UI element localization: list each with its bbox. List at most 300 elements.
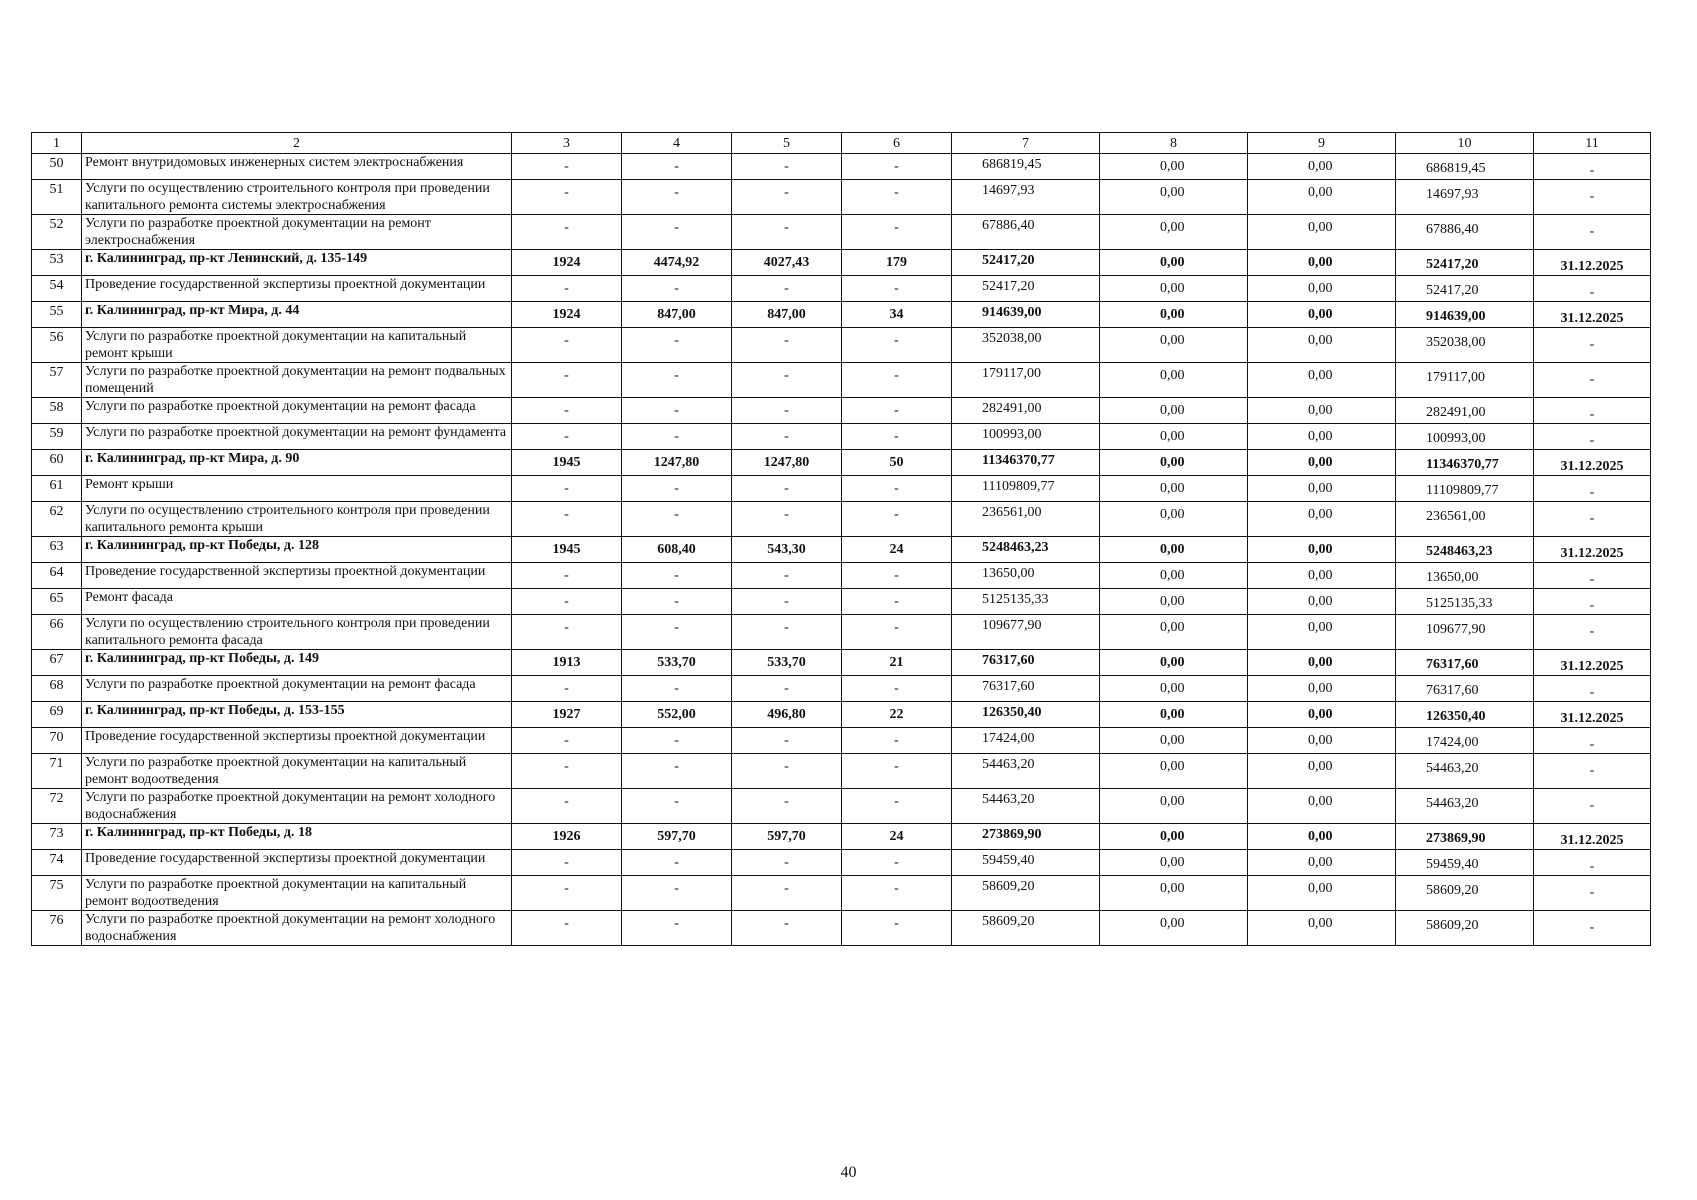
work-name: Проведение государственной экспертизы проектной документации (82, 850, 512, 876)
cell-col-7: 54463,20 (952, 789, 1100, 824)
cell-col-6: - (842, 754, 952, 789)
cell-col-9: 0,00 (1248, 824, 1396, 850)
cell-col-4: 533,70 (622, 650, 732, 676)
cell-col-6: - (842, 563, 952, 589)
work-name: Ремонт крыши (82, 476, 512, 502)
row-number: 63 (32, 537, 82, 563)
cell-col-8: 0,00 (1100, 328, 1248, 363)
address-row (32, 250, 1651, 276)
cell-col-11: 31.12.2025 (1534, 450, 1651, 476)
cell-col-10: 52417,20 (1396, 276, 1534, 302)
cell-col-9: 0,00 (1248, 676, 1396, 702)
column-number-row (32, 133, 1651, 154)
cell-col-10: 236561,00 (1396, 502, 1534, 537)
cell-col-3: - (512, 276, 622, 302)
cell-col-7: 13650,00 (952, 563, 1100, 589)
cell-col-7: 52417,20 (952, 250, 1100, 276)
cell-col-10: 100993,00 (1396, 424, 1534, 450)
cell-col-10: 13650,00 (1396, 563, 1534, 589)
cell-col-10: 76317,60 (1396, 676, 1534, 702)
cell-col-9: 0,00 (1248, 363, 1396, 398)
cell-col-5: - (732, 876, 842, 911)
row-number: 56 (32, 328, 82, 363)
cell-col-6: - (842, 363, 952, 398)
address-row (32, 702, 1651, 728)
cell-col-8: 0,00 (1100, 702, 1248, 728)
cell-col-4: 1247,80 (622, 450, 732, 476)
row-number: 53 (32, 250, 82, 276)
cell-col-6: 50 (842, 450, 952, 476)
cell-col-9: 0,00 (1248, 328, 1396, 363)
row-number: 69 (32, 702, 82, 728)
column-header: 1 (32, 133, 82, 154)
cell-col-6: - (842, 328, 952, 363)
cell-col-5: - (732, 850, 842, 876)
table-row (32, 789, 1651, 824)
work-name: г. Калининград, пр-кт Ленинский, д. 135-149 (82, 250, 512, 276)
cell-col-3: - (512, 615, 622, 650)
cell-col-9: 0,00 (1248, 589, 1396, 615)
row-number: 62 (32, 502, 82, 537)
cell-col-3: - (512, 589, 622, 615)
cell-col-9: 0,00 (1248, 650, 1396, 676)
cell-col-3: 1945 (512, 537, 622, 563)
work-name: Услуги по разработке проектной документации на ремонт подвальных помещений (82, 363, 512, 398)
cell-col-4: - (622, 876, 732, 911)
cell-col-5: 597,70 (732, 824, 842, 850)
cell-col-7: 59459,40 (952, 850, 1100, 876)
cell-col-7: 273869,90 (952, 824, 1100, 850)
cell-col-5: 533,70 (732, 650, 842, 676)
table-row (32, 876, 1651, 911)
row-number: 61 (32, 476, 82, 502)
column-header: 9 (1248, 133, 1396, 154)
cell-col-11: - (1534, 589, 1651, 615)
cell-col-7: 686819,45 (952, 154, 1100, 180)
cell-col-10: 5248463,23 (1396, 537, 1534, 563)
cell-col-4: 847,00 (622, 302, 732, 328)
row-number: 58 (32, 398, 82, 424)
cell-col-5: - (732, 424, 842, 450)
cell-col-8: 0,00 (1100, 180, 1248, 215)
cell-col-9: 0,00 (1248, 615, 1396, 650)
cell-col-11: 31.12.2025 (1534, 250, 1651, 276)
cell-col-10: 11346370,77 (1396, 450, 1534, 476)
cell-col-7: 352038,00 (952, 328, 1100, 363)
column-header: 10 (1396, 133, 1534, 154)
cell-col-7: 58609,20 (952, 876, 1100, 911)
cell-col-11: - (1534, 911, 1651, 946)
cell-col-5: - (732, 676, 842, 702)
cell-col-3: - (512, 398, 622, 424)
cell-col-7: 5248463,23 (952, 537, 1100, 563)
cell-col-7: 67886,40 (952, 215, 1100, 250)
row-number: 74 (32, 850, 82, 876)
cell-col-3: - (512, 876, 622, 911)
cell-col-11: 31.12.2025 (1534, 302, 1651, 328)
cell-col-9: 0,00 (1248, 250, 1396, 276)
cell-col-9: 0,00 (1248, 180, 1396, 215)
cell-col-6: - (842, 728, 952, 754)
cell-col-8: 0,00 (1100, 450, 1248, 476)
cell-col-7: 100993,00 (952, 424, 1100, 450)
cell-col-3: - (512, 911, 622, 946)
document-sheet (31, 132, 1650, 946)
cell-col-6: - (842, 789, 952, 824)
cell-col-10: 59459,40 (1396, 850, 1534, 876)
cell-col-7: 5125135,33 (952, 589, 1100, 615)
table-row (32, 615, 1651, 650)
cell-col-11: - (1534, 398, 1651, 424)
cell-col-8: 0,00 (1100, 728, 1248, 754)
work-name: Услуги по разработке проектной документации на капитальный ремонт крыши (82, 328, 512, 363)
cell-col-10: 5125135,33 (1396, 589, 1534, 615)
cell-col-6: - (842, 180, 952, 215)
column-header: 2 (82, 133, 512, 154)
cell-col-8: 0,00 (1100, 850, 1248, 876)
cell-col-9: 0,00 (1248, 154, 1396, 180)
cell-col-7: 179117,00 (952, 363, 1100, 398)
cell-col-3: 1924 (512, 302, 622, 328)
cell-col-10: 914639,00 (1396, 302, 1534, 328)
cell-col-11: 31.12.2025 (1534, 824, 1651, 850)
column-header: 6 (842, 133, 952, 154)
work-name: Проведение государственной экспертизы проектной документации (82, 276, 512, 302)
cell-col-8: 0,00 (1100, 302, 1248, 328)
table-row (32, 424, 1651, 450)
cell-col-11: - (1534, 154, 1651, 180)
table-body (32, 154, 1651, 946)
column-header: 11 (1534, 133, 1651, 154)
cell-col-9: 0,00 (1248, 276, 1396, 302)
cell-col-9: 0,00 (1248, 728, 1396, 754)
cell-col-4: - (622, 615, 732, 650)
cell-col-7: 11346370,77 (952, 450, 1100, 476)
cell-col-8: 0,00 (1100, 911, 1248, 946)
cell-col-8: 0,00 (1100, 650, 1248, 676)
table-row (32, 850, 1651, 876)
cell-col-3: - (512, 476, 622, 502)
cell-col-6: 24 (842, 537, 952, 563)
table-row (32, 754, 1651, 789)
cell-col-11: - (1534, 328, 1651, 363)
cell-col-4: - (622, 328, 732, 363)
cell-col-9: 0,00 (1248, 215, 1396, 250)
cell-col-3: 1945 (512, 450, 622, 476)
cell-col-11: 31.12.2025 (1534, 650, 1651, 676)
cell-col-5: - (732, 754, 842, 789)
cell-col-5: - (732, 215, 842, 250)
column-header: 7 (952, 133, 1100, 154)
work-name: Услуги по осуществлению строительного контроля при проведении капитального ремонта системы электроснабжения (82, 180, 512, 215)
cell-col-3: - (512, 328, 622, 363)
cell-col-6: 21 (842, 650, 952, 676)
table-row (32, 215, 1651, 250)
cell-col-3: - (512, 728, 622, 754)
cell-col-5: - (732, 363, 842, 398)
cell-col-5: - (732, 589, 842, 615)
row-number: 51 (32, 180, 82, 215)
row-number: 71 (32, 754, 82, 789)
cell-col-4: 608,40 (622, 537, 732, 563)
cell-col-7: 52417,20 (952, 276, 1100, 302)
cell-col-6: - (842, 502, 952, 537)
address-row (32, 650, 1651, 676)
cell-col-5: - (732, 180, 842, 215)
cell-col-8: 0,00 (1100, 537, 1248, 563)
cell-col-4: 552,00 (622, 702, 732, 728)
cell-col-10: 109677,90 (1396, 615, 1534, 650)
cell-col-11: - (1534, 424, 1651, 450)
cell-col-7: 126350,40 (952, 702, 1100, 728)
cell-col-11: - (1534, 789, 1651, 824)
cell-col-9: 0,00 (1248, 876, 1396, 911)
cell-col-11: - (1534, 615, 1651, 650)
work-name: г. Калининград, пр-кт Мира, д. 90 (82, 450, 512, 476)
cell-col-10: 58609,20 (1396, 911, 1534, 946)
cell-col-5: - (732, 154, 842, 180)
cell-col-4: - (622, 589, 732, 615)
row-number: 76 (32, 911, 82, 946)
cell-col-7: 236561,00 (952, 502, 1100, 537)
cell-col-8: 0,00 (1100, 502, 1248, 537)
cell-col-9: 0,00 (1248, 563, 1396, 589)
cell-col-9: 0,00 (1248, 502, 1396, 537)
cell-col-11: - (1534, 476, 1651, 502)
cell-col-8: 0,00 (1100, 215, 1248, 250)
cell-col-5: - (732, 728, 842, 754)
cell-col-5: - (732, 789, 842, 824)
table-row (32, 563, 1651, 589)
work-name: Ремонт фасада (82, 589, 512, 615)
row-number: 75 (32, 876, 82, 911)
cell-col-4: 597,70 (622, 824, 732, 850)
address-row (32, 537, 1651, 563)
cell-col-11: - (1534, 180, 1651, 215)
work-name: Услуги по разработке проектной документации на ремонт фасада (82, 676, 512, 702)
cell-col-7: 109677,90 (952, 615, 1100, 650)
cell-col-10: 17424,00 (1396, 728, 1534, 754)
cell-col-5: 847,00 (732, 302, 842, 328)
cell-col-10: 126350,40 (1396, 702, 1534, 728)
work-name: Услуги по осуществлению строительного контроля при проведении капитального ремонта крыши (82, 502, 512, 537)
cell-col-7: 76317,60 (952, 650, 1100, 676)
cell-col-4: - (622, 676, 732, 702)
work-name: Ремонт внутридомовых инженерных систем электроснабжения (82, 154, 512, 180)
row-number: 64 (32, 563, 82, 589)
cell-col-6: - (842, 676, 952, 702)
cell-col-8: 0,00 (1100, 789, 1248, 824)
cell-col-3: 1926 (512, 824, 622, 850)
cell-col-8: 0,00 (1100, 563, 1248, 589)
cell-col-6: - (842, 476, 952, 502)
cell-col-10: 352038,00 (1396, 328, 1534, 363)
cell-col-4: - (622, 398, 732, 424)
cell-col-11: - (1534, 215, 1651, 250)
row-number: 66 (32, 615, 82, 650)
cell-col-6: 22 (842, 702, 952, 728)
cell-col-6: - (842, 850, 952, 876)
cell-col-8: 0,00 (1100, 154, 1248, 180)
cell-col-10: 54463,20 (1396, 789, 1534, 824)
cell-col-4: - (622, 728, 732, 754)
cell-col-6: - (842, 398, 952, 424)
work-name: Услуги по разработке проектной документации на капитальный ремонт водоотведения (82, 754, 512, 789)
work-name: Услуги по разработке проектной документации на ремонт фундамента (82, 424, 512, 450)
cell-col-5: 4027,43 (732, 250, 842, 276)
work-name: Услуги по разработке проектной документации на ремонт холодного водоснабжения (82, 911, 512, 946)
cell-col-6: - (842, 589, 952, 615)
cell-col-11: - (1534, 363, 1651, 398)
cell-col-10: 67886,40 (1396, 215, 1534, 250)
table-row (32, 328, 1651, 363)
work-name: г. Калининград, пр-кт Победы, д. 153-155 (82, 702, 512, 728)
row-number: 73 (32, 824, 82, 850)
table-row (32, 398, 1651, 424)
column-header: 4 (622, 133, 732, 154)
cell-col-5: - (732, 615, 842, 650)
cell-col-4: - (622, 754, 732, 789)
cell-col-6: - (842, 876, 952, 911)
cell-col-5: - (732, 276, 842, 302)
cell-col-11: - (1534, 676, 1651, 702)
cell-col-7: 17424,00 (952, 728, 1100, 754)
row-number: 72 (32, 789, 82, 824)
work-name: г. Калининград, пр-кт Победы, д. 128 (82, 537, 512, 563)
cell-col-3: - (512, 215, 622, 250)
work-name: Услуги по разработке проектной документации на капитальный ремонт водоотведения (82, 876, 512, 911)
cell-col-10: 282491,00 (1396, 398, 1534, 424)
cell-col-9: 0,00 (1248, 911, 1396, 946)
cell-col-8: 0,00 (1100, 363, 1248, 398)
cell-col-7: 914639,00 (952, 302, 1100, 328)
table-row (32, 476, 1651, 502)
cell-col-4: - (622, 180, 732, 215)
cell-col-9: 0,00 (1248, 537, 1396, 563)
address-row (32, 302, 1651, 328)
cell-col-3: - (512, 676, 622, 702)
row-number: 67 (32, 650, 82, 676)
cell-col-10: 273869,90 (1396, 824, 1534, 850)
cell-col-8: 0,00 (1100, 398, 1248, 424)
cell-col-3: - (512, 502, 622, 537)
address-row (32, 824, 1651, 850)
cell-col-5: - (732, 476, 842, 502)
cell-col-9: 0,00 (1248, 754, 1396, 789)
cell-col-11: 31.12.2025 (1534, 702, 1651, 728)
cell-col-7: 282491,00 (952, 398, 1100, 424)
cell-col-3: 1927 (512, 702, 622, 728)
cell-col-6: 179 (842, 250, 952, 276)
cell-col-4: - (622, 215, 732, 250)
cell-col-5: - (732, 328, 842, 363)
cell-col-5: - (732, 502, 842, 537)
cell-col-5: 1247,80 (732, 450, 842, 476)
table-row (32, 676, 1651, 702)
cell-col-10: 686819,45 (1396, 154, 1534, 180)
cell-col-9: 0,00 (1248, 398, 1396, 424)
cell-col-4: - (622, 424, 732, 450)
cell-col-5: 496,80 (732, 702, 842, 728)
work-name: г. Калининград, пр-кт Победы, д. 149 (82, 650, 512, 676)
cell-col-8: 0,00 (1100, 615, 1248, 650)
cell-col-5: - (732, 563, 842, 589)
cell-col-10: 179117,00 (1396, 363, 1534, 398)
row-number: 57 (32, 363, 82, 398)
cell-col-8: 0,00 (1100, 876, 1248, 911)
cell-col-6: - (842, 911, 952, 946)
work-name: г. Калининград, пр-кт Мира, д. 44 (82, 302, 512, 328)
row-number: 65 (32, 589, 82, 615)
cell-col-7: 76317,60 (952, 676, 1100, 702)
cell-col-9: 0,00 (1248, 850, 1396, 876)
cell-col-3: 1924 (512, 250, 622, 276)
cell-col-5: - (732, 398, 842, 424)
cell-col-3: - (512, 754, 622, 789)
table-row (32, 154, 1651, 180)
cell-col-3: - (512, 850, 622, 876)
row-number: 55 (32, 302, 82, 328)
address-row (32, 450, 1651, 476)
cell-col-6: - (842, 424, 952, 450)
cell-col-6: - (842, 615, 952, 650)
cell-col-10: 76317,60 (1396, 650, 1534, 676)
cell-col-4: - (622, 911, 732, 946)
cell-col-7: 54463,20 (952, 754, 1100, 789)
cell-col-11: 31.12.2025 (1534, 537, 1651, 563)
cell-col-11: - (1534, 563, 1651, 589)
row-number: 54 (32, 276, 82, 302)
work-name: Проведение государственной экспертизы проектной документации (82, 728, 512, 754)
cell-col-8: 0,00 (1100, 476, 1248, 502)
cell-col-9: 0,00 (1248, 302, 1396, 328)
table-row (32, 180, 1651, 215)
cell-col-3: - (512, 789, 622, 824)
cell-col-4: - (622, 154, 732, 180)
cell-col-5: - (732, 911, 842, 946)
cell-col-4: - (622, 789, 732, 824)
cell-col-11: - (1534, 754, 1651, 789)
cell-col-11: - (1534, 876, 1651, 911)
cell-col-3: - (512, 363, 622, 398)
work-name: Услуги по разработке проектной документации на ремонт фасада (82, 398, 512, 424)
table-row (32, 502, 1651, 537)
row-number: 68 (32, 676, 82, 702)
cell-col-8: 0,00 (1100, 424, 1248, 450)
cell-col-6: - (842, 276, 952, 302)
cell-col-10: 11109809,77 (1396, 476, 1534, 502)
cell-col-7: 11109809,77 (952, 476, 1100, 502)
column-header: 8 (1100, 133, 1248, 154)
row-number: 59 (32, 424, 82, 450)
cell-col-4: - (622, 276, 732, 302)
cell-col-7: 14697,93 (952, 180, 1100, 215)
cell-col-10: 58609,20 (1396, 876, 1534, 911)
cell-col-6: 34 (842, 302, 952, 328)
cell-col-8: 0,00 (1100, 276, 1248, 302)
cell-col-7: 58609,20 (952, 911, 1100, 946)
cell-col-9: 0,00 (1248, 702, 1396, 728)
cell-col-11: - (1534, 850, 1651, 876)
work-name: г. Калининград, пр-кт Победы, д. 18 (82, 824, 512, 850)
cell-col-6: 24 (842, 824, 952, 850)
row-number: 70 (32, 728, 82, 754)
table-row (32, 911, 1651, 946)
table-row (32, 276, 1651, 302)
cell-col-9: 0,00 (1248, 424, 1396, 450)
cell-col-10: 52417,20 (1396, 250, 1534, 276)
work-name: Услуги по разработке проектной документации на ремонт электроснабжения (82, 215, 512, 250)
